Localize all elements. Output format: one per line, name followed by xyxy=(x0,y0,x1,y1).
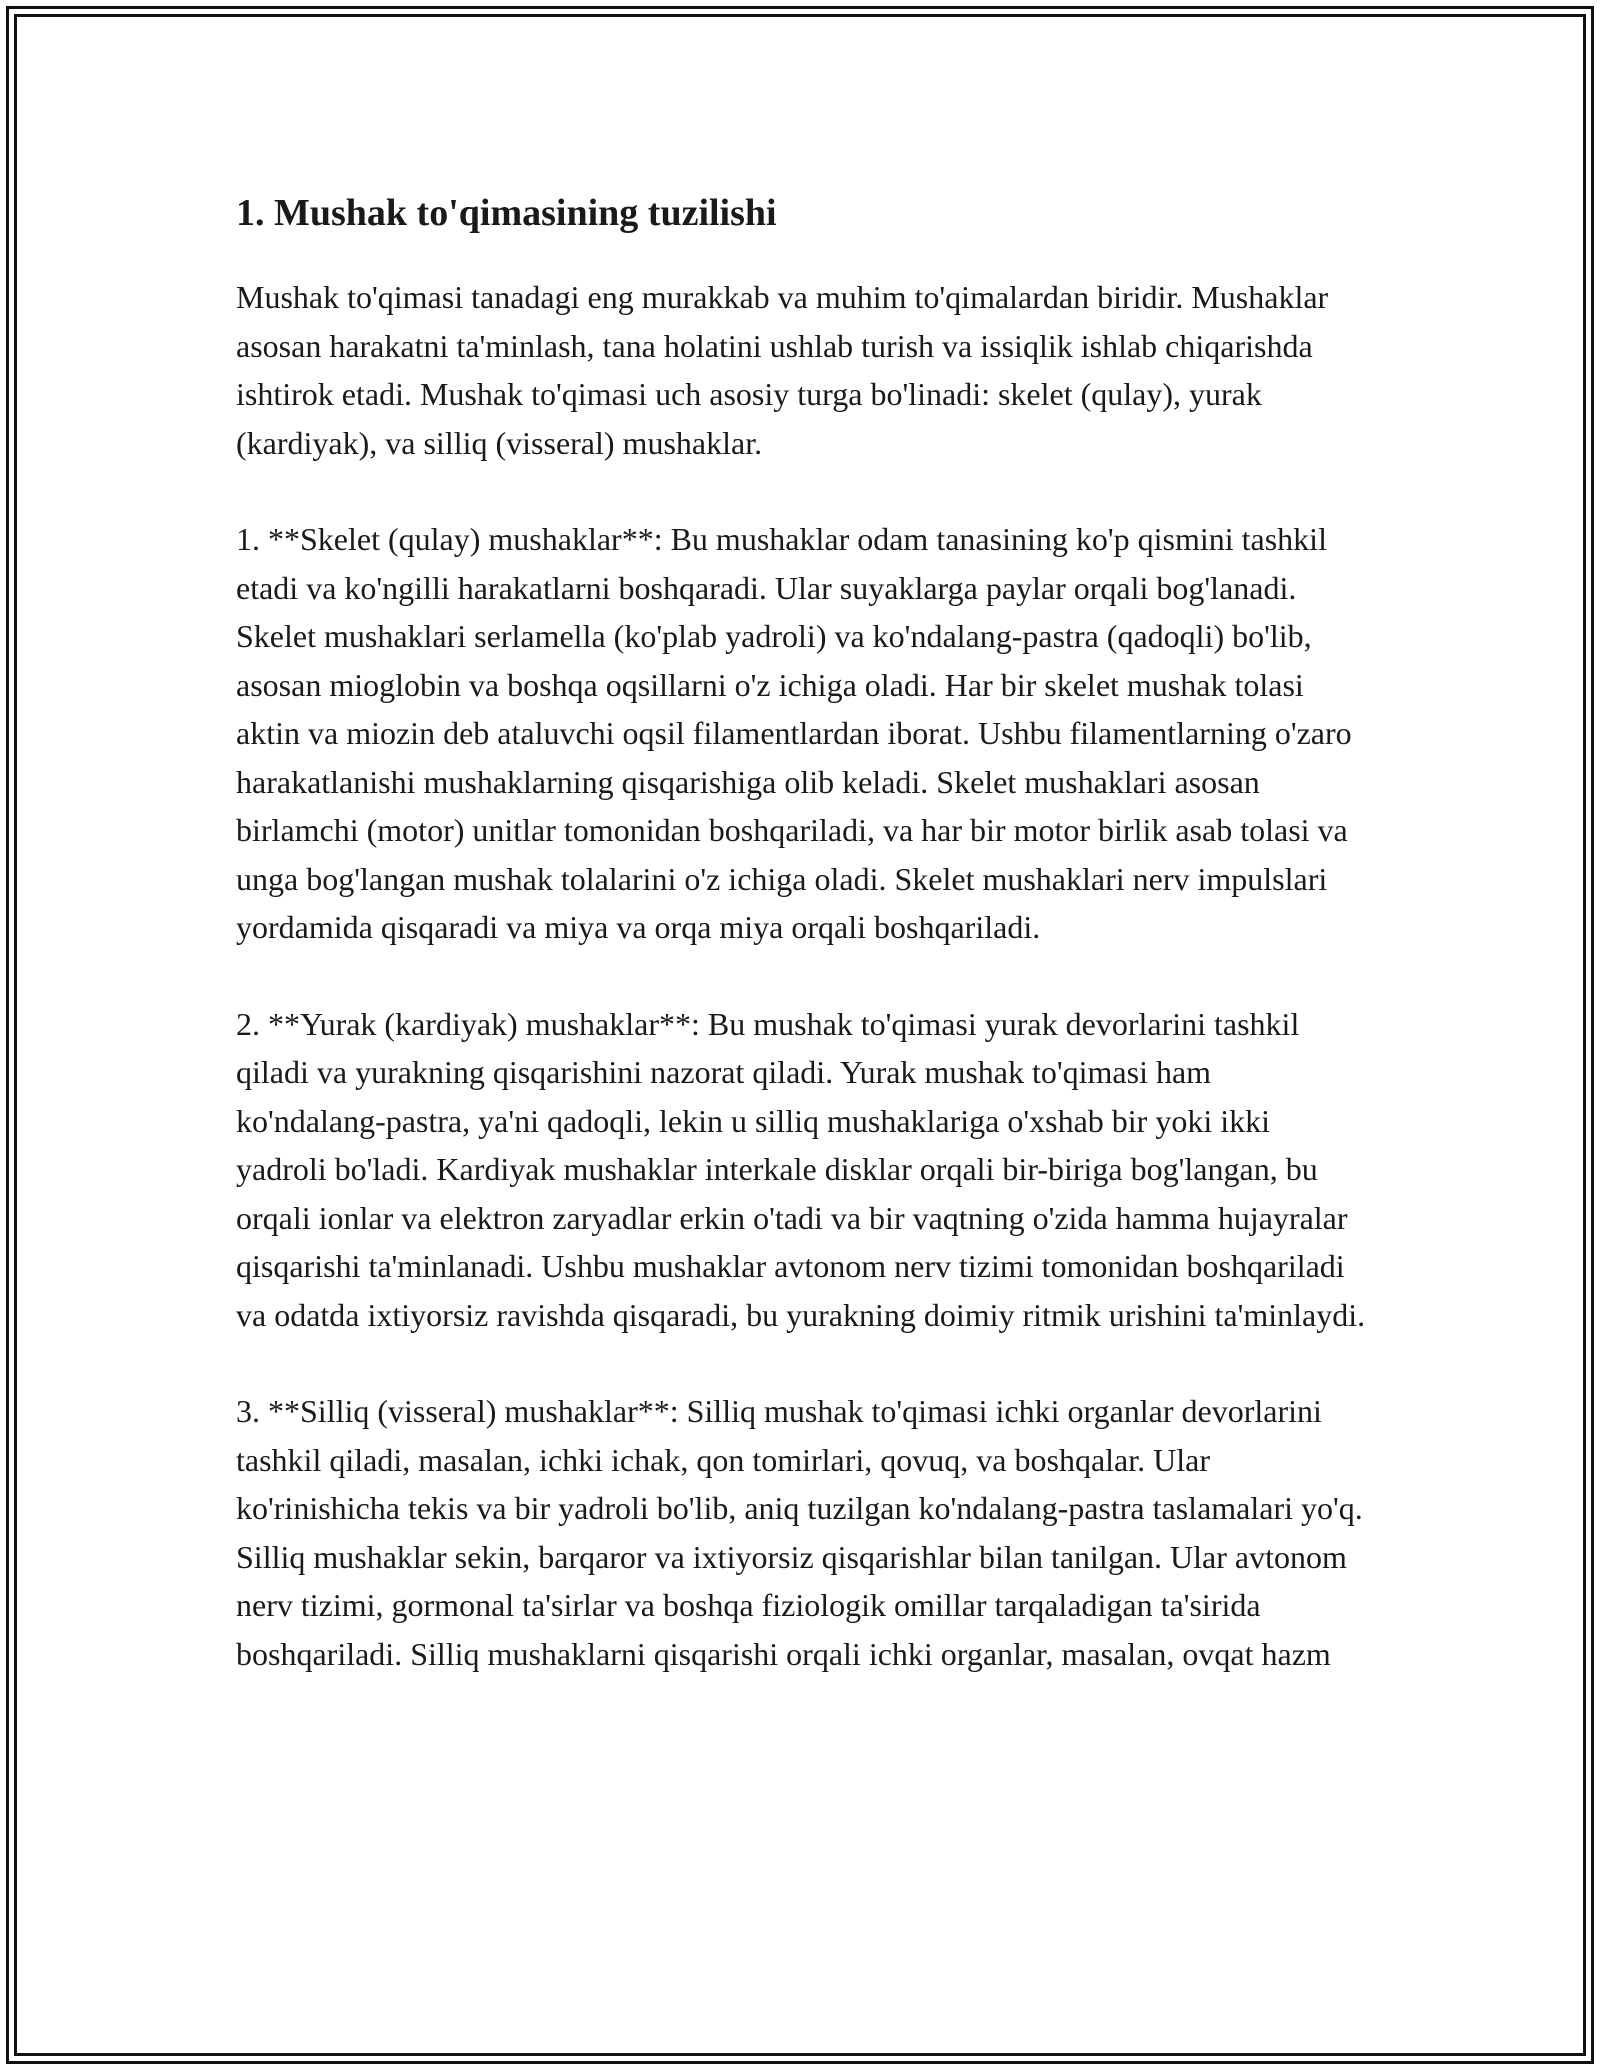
intro-paragraph: Mushak to'qimasi tanadagi eng murakkab va muhim to'qimalardan biridir. Mushaklar asosan harakatni ta'minlash, tana holatini ushlab turish va issiqlik ishlab chiqarishda ishtirok etadi. Mushak to'qimasi uch asosiy turga bo'linadi: skelet (qulay), yurak (kardiyak), va silliq (visseral) mushaklar. xyxy=(236,279,1329,461)
cardiac-muscle-paragraph: 2. **Yurak (kardiyak) mushaklar**: Bu mushak to'qimasi yurak devorlarini tashkil qiladi va yurakning qisqarishini nazorat qiladi. Yurak mushak to'qimasi ham ko'ndalang-pastra, ya'ni qadoqli, lekin u silliq mushaklariga o'xshab bir yoki ikki yadroli bo'ladi. Kardiyak mushaklar interkale disklar orqali bir-biriga bog'langan, bu orqali ionlar va elektron zaryadlar erkin o'tadi va bir vaqtning o'zida hamma hujayralar qisqarishi ta'minlanadi. Ushbu mushaklar avtonom nerv tizimi tomonidan boshqariladi va odatda ixtiyorsiz ravishda qisqaradi, bu yurakning doimiy ritmik urishini ta'minlaydi. xyxy=(236,1005,1366,1333)
section-title: 1. Mushak to'qimasining tuzilishi xyxy=(236,192,777,234)
smooth-muscle-paragraph: 3. **Silliq (visseral) mushaklar**: Silliq mushak to'qimasi ichki organlar devorlarini tashkil qiladi, masalan, ichki ichak, qon tomirlari, qovuq, va boshqalar. Ular ko'rinishicha tekis va bir yadroli bo'lib, aniq tuzilgan ko'ndalang-pastra taslamalari yo'q. Silliq mushaklar sekin, barqaror va ixtiyorsiz qisqarishlar bilan tanilgan. Ular avtonom nerv tizimi, gormonal ta'sirlar va boshqa fiziologik omillar tarqaladigan ta'sirida boshqariladi. Silliq mushaklarni qisqarishi orqali ichki organlar, masalan, ovqat hazm xyxy=(236,1393,1363,1672)
skeletal-muscle-paragraph: 1. **Skelet (qulay) mushaklar**: Bu mushaklar odam tanasining ko'p qismini tashkil etadi va ko'ngilli harakatlarni boshqaradi. Ular suyaklarga paylar orqali bog'lanadi. Skelet mushaklari serlamella (ko'plab yadroli) va ko'ndalang-pastra (qadoqli) bo'lib, asosan mioglobin va boshqa oqsillarni o'z ichiga oladi. Har bir skelet mushak tolasi aktin va miozin deb ataluvchi oqsil filamentlardan iborat. Ushbu filamentlarning o'zaro harakatlanishi mushaklarning qisqarishiga olib keladi. Skelet mushaklari asosan birlamchi (motor) unitlar tomonidan boshqariladi, va har bir motor birlik asab tolasi va unga bog'langan mushak tolalarini o'z ichiga oladi. Skelet mushaklari nerv impulslari yordamida qisqaradi va miya va orqa miya orqali boshqariladi. xyxy=(236,521,1352,945)
document-body xyxy=(236,185,1366,1678)
